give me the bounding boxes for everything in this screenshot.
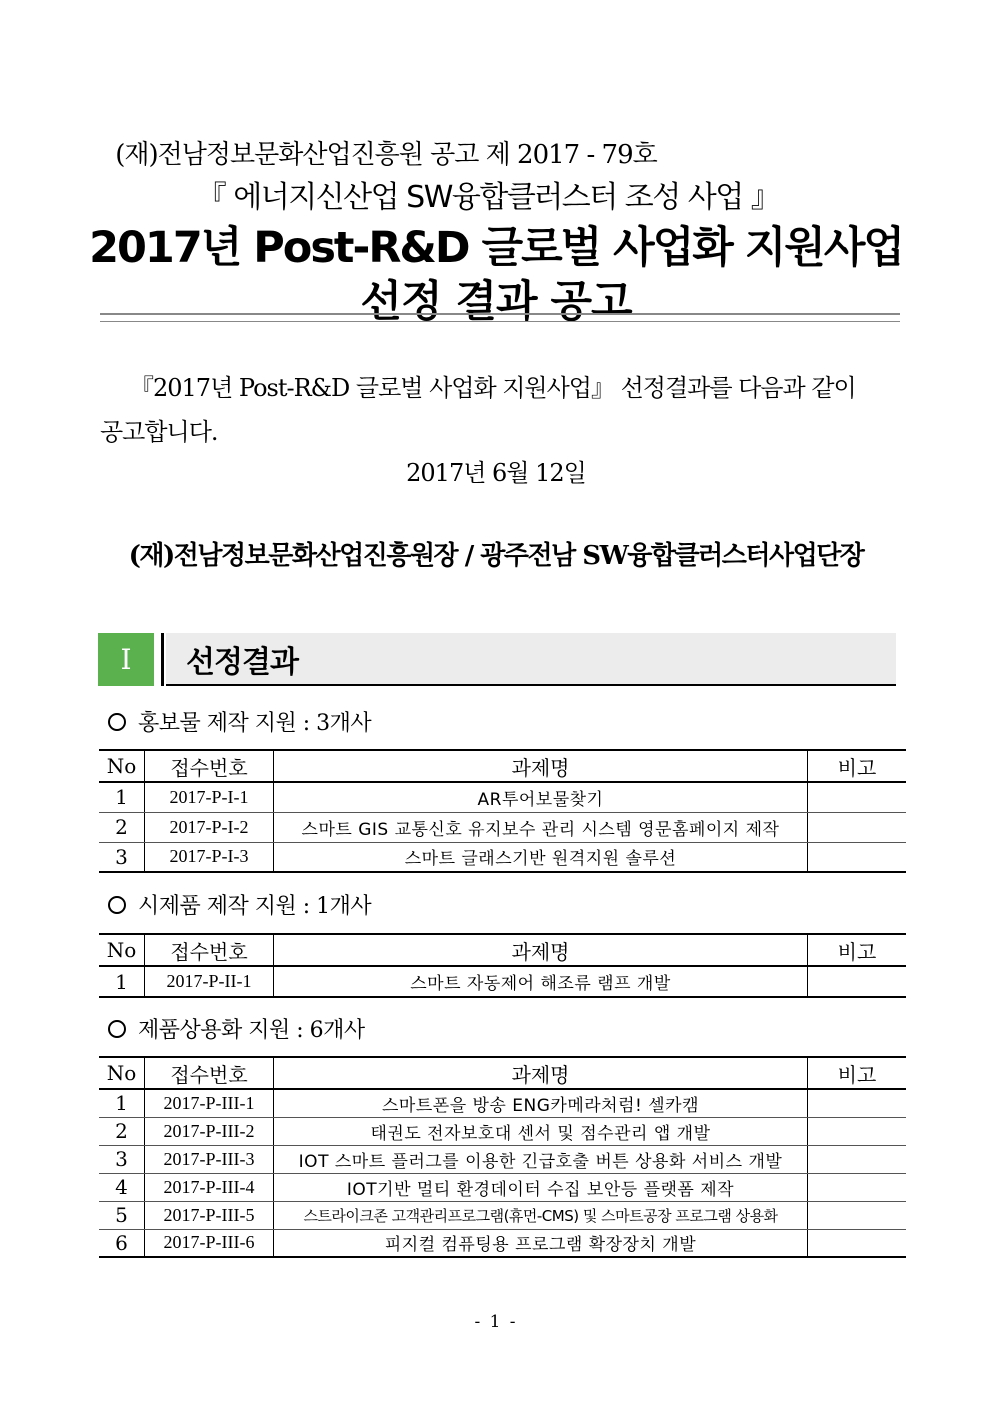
cell-name: 스마트 글래스기반 원격지원 솔루션 [274, 842, 808, 872]
title-divider [100, 313, 900, 322]
cell-no: 4 [99, 1173, 145, 1201]
cell-name: 피지컬 컴퓨팅용 프로그램 확장장치 개발 [274, 1229, 808, 1257]
header-id: 접수번호 [145, 1057, 274, 1089]
intro-text-line2: 공고합니다. [100, 418, 218, 446]
table-row [99, 812, 906, 842]
cell-no: 5 [99, 1201, 145, 1229]
cell-id: 2017-P-III-1 [145, 1089, 274, 1117]
circle-bullet-icon [108, 713, 126, 731]
group-heading-commercialization: 제품상용화 지원 : 6개사 [108, 1013, 365, 1044]
table-row [99, 1173, 906, 1201]
cell-note [808, 842, 907, 872]
intro-text-line1: 『2017년 Post-R&D 글로벌 사업화 지원사업』 선정결과를 다음과 같이 [130, 374, 856, 402]
header-name: 과제명 [274, 934, 808, 966]
notice-number: (재)전남정보문화산업진흥원 공고 제 2017 - 79호 [115, 140, 657, 170]
results-table-commercialization [99, 1056, 906, 1258]
cell-id: 2017-P-I-1 [145, 782, 274, 812]
cell-no: 1 [99, 966, 145, 997]
cell-id: 2017-P-II-1 [145, 966, 274, 997]
cell-note [808, 1201, 907, 1229]
cell-no: 2 [99, 812, 145, 842]
cell-no: 2 [99, 1117, 145, 1145]
header-id: 접수번호 [145, 934, 274, 966]
cell-name: AR투어보물찾기 [274, 782, 808, 812]
header-note: 비고 [808, 934, 907, 966]
cell-note [808, 1145, 907, 1173]
cell-name: IOT기반 멀티 환경데이터 수집 보안등 플랫폼 제작 [274, 1173, 808, 1201]
cell-name: IOT 스마트 플러그를 이용한 긴급호출 버튼 상용화 서비스 개발 [274, 1145, 808, 1173]
table-row [99, 782, 906, 812]
cell-id: 2017-P-III-5 [145, 1201, 274, 1229]
header-name: 과제명 [274, 750, 808, 782]
cell-note [808, 812, 907, 842]
cell-id: 2017-P-III-3 [145, 1145, 274, 1173]
header-id: 접수번호 [145, 750, 274, 782]
group-heading-promo: 홍보물 제작 지원 : 3개사 [108, 706, 371, 737]
section-divider-bar [161, 633, 164, 686]
cell-note [808, 782, 907, 812]
cell-note [808, 1173, 907, 1201]
circle-bullet-icon [108, 1020, 126, 1038]
cell-no: 3 [99, 1145, 145, 1173]
announcement-date: 2017년 6월 12일 [406, 459, 586, 487]
header-note: 비고 [808, 750, 907, 782]
cell-no: 3 [99, 842, 145, 872]
section-title: 선정결과 [186, 645, 298, 680]
cell-name: 스마트 자동제어 해조류 램프 개발 [274, 966, 808, 997]
table-header-row [99, 934, 906, 966]
circle-bullet-icon [108, 896, 126, 914]
table-row [99, 1145, 906, 1173]
cell-id: 2017-P-III-6 [145, 1229, 274, 1257]
results-table-promo [99, 749, 906, 873]
table-row [99, 1229, 906, 1257]
issuing-organization: (재)전남정보문화산업진흥원장 / 광주전남 SW융합클러스터사업단장 [128, 541, 864, 571]
cell-name: 스마트폰을 방송 ENG카메라처럼! 셀카캠 [274, 1089, 808, 1117]
cell-note [808, 1229, 907, 1257]
table-header-row [99, 750, 906, 782]
header-name: 과제명 [274, 1057, 808, 1089]
cell-no: 1 [99, 1089, 145, 1117]
document-title-line1: 2017년 Post-R&D 글로벌 사업화 지원사업 [89, 223, 903, 273]
cell-name: 스트라이크존 고객관리프로그램(휴먼-CMS) 및 스마트공장 프로그램 상용화 [274, 1201, 808, 1229]
table-row [99, 1117, 906, 1145]
header-no: No [99, 934, 145, 966]
cell-note [808, 1089, 907, 1117]
cell-note [808, 1117, 907, 1145]
cell-name: 스마트 GIS 교통신호 유지보수 관리 시스템 영문홈페이지 제작 [274, 812, 808, 842]
table-row [99, 1201, 906, 1229]
table-header-row [99, 1057, 906, 1089]
header-no: No [99, 1057, 145, 1089]
header-note: 비고 [808, 1057, 907, 1089]
table-row [99, 966, 906, 997]
table-row [99, 1089, 906, 1117]
results-table-prototype [99, 933, 906, 998]
project-name: 『 에너지신산업 SW융합클러스터 조성 사업 』 [196, 180, 780, 215]
cell-no: 1 [99, 782, 145, 812]
cell-id: 2017-P-III-4 [145, 1173, 274, 1201]
cell-id: 2017-P-I-3 [145, 842, 274, 872]
cell-no: 6 [99, 1229, 145, 1257]
page-number: - 1 - [474, 1312, 518, 1332]
cell-id: 2017-P-III-2 [145, 1117, 274, 1145]
group-heading-prototype: 시제품 제작 지원 : 1개사 [108, 889, 371, 920]
table-row [99, 842, 906, 872]
cell-name: 태권도 전자보호대 센서 및 점수관리 앱 개발 [274, 1117, 808, 1145]
cell-id: 2017-P-I-2 [145, 812, 274, 842]
document-title-line2: 선정 결과 공고 [360, 277, 632, 327]
cell-note [808, 966, 907, 997]
header-no: No [99, 750, 145, 782]
section-number-badge: Ⅰ [98, 633, 154, 686]
